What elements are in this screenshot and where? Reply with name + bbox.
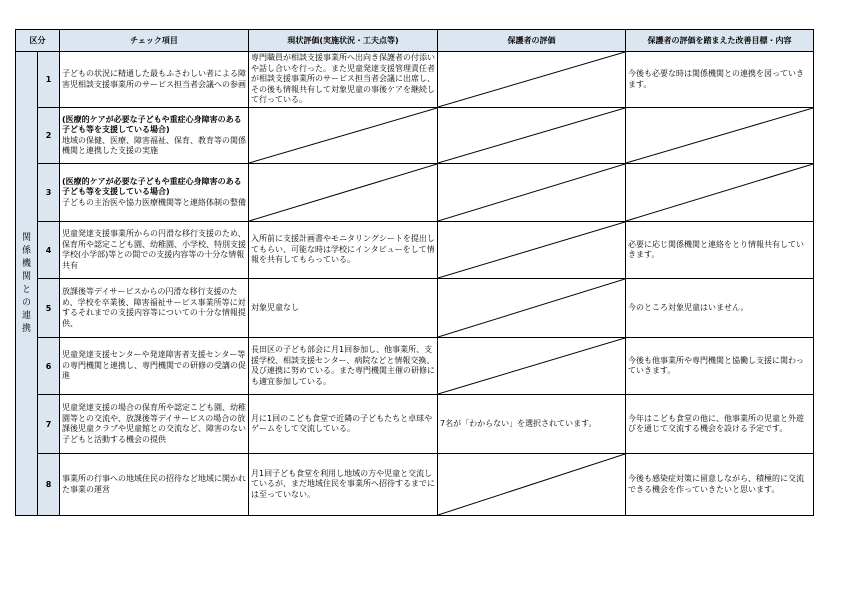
category-cell: [16, 52, 38, 516]
diagonal-slash: [626, 164, 813, 221]
diagonal-slash: [438, 164, 625, 221]
parent-eval-cell-empty: [438, 108, 626, 164]
check-item-condition: (医療的ケアが必要な子どもや重症心身障害のある子ども等を支援している場合): [62, 114, 242, 134]
check-item-cell: 児童発達支援事業所からの円滑な移行支援のため、保育所や認定こども園、幼稚園、小学校、特別支援学校(小学部)等との間での支援内容等の十分な情報共有: [60, 222, 249, 279]
parent-eval-cell-empty: [438, 52, 626, 108]
current-eval-cell: 専門職員が相談支援事業所へ出向き保護者の付添いや話し合いを行った。また児童発達支援管理責任者が相談支援事業所のサービス担当者会議に出席し、その後も情報共有して対象児童の事後ケアを継続して行っている。: [249, 52, 438, 108]
current-eval-cell-empty: [249, 164, 438, 222]
current-eval-cell: 入所前に支援計画書やモニタリングシートを提出してもらい、可能な時は学校にインタビューをして情報を共有してもらっている。: [249, 222, 438, 279]
diagonal-slash: [438, 52, 625, 107]
table-row: [16, 164, 814, 222]
header-category: 区分: [16, 30, 60, 52]
improvement-cell-empty: [626, 108, 814, 164]
row-number: 7: [38, 395, 60, 454]
diagonal-slash: [438, 279, 625, 337]
improvement-cell: 今のところ対象児童はいません。: [626, 279, 814, 338]
improvement-cell: 今後も他事業所や専門機関と協働し支援に関わっていきます。: [626, 338, 814, 395]
table-row: [16, 279, 814, 338]
check-item-text: 地域の保健、医療、障害福祉、保育、教育等の関係機関と連携した支援の実施: [62, 135, 246, 155]
check-item-cell: [60, 164, 249, 222]
current-eval-cell: 長田区の子ども部会に月1回参加し、他事業所、支援学校、相談支援センター、病院などと情報交換、及び連携に努めている。また専門機関主催の研修にも適宜参加している。: [249, 338, 438, 395]
diagonal-slash: [438, 338, 625, 394]
row-number: 2: [38, 108, 60, 164]
table-row: [16, 338, 814, 395]
row-number: 8: [38, 454, 60, 516]
improvement-cell: 今後も感染症対策に留意しながら、積極的に交流できる機会を作っていきたいと思います。: [626, 454, 814, 516]
row-number: 6: [38, 338, 60, 395]
table-row: [16, 52, 814, 108]
category-label: 関係機関との連携: [21, 232, 31, 334]
check-item-cell: [60, 108, 249, 164]
check-item-text: 子どもの主治医や協力医療機関等と連絡体制の整備: [62, 197, 246, 207]
header-row: [16, 30, 814, 52]
evaluation-table: [15, 29, 814, 516]
check-item-cell: 放課後等デイサービスからの円滑な移行支援のため、学校を卒業後、障害福祉サービス事業所等に対するそれまでの支援内容等についての十分な情報提供、: [60, 279, 249, 338]
diagonal-slash: [249, 164, 437, 221]
parent-eval-cell: 7名が「わからない」を選択されています。: [438, 395, 626, 454]
improvement-cell: 必要に応じ関係機関と連絡をとり情報共有していきます。: [626, 222, 814, 279]
current-eval-cell: 月1回子ども食堂を利用し地域の方や児童と交流しているが、まだ地域住民を事業所へ招待するまでには至っていない。: [249, 454, 438, 516]
row-number: 4: [38, 222, 60, 279]
diagonal-slash: [438, 222, 625, 278]
table-row: [16, 108, 814, 164]
check-item-cell: 子どもの状況に精通した最もふさわしい者による障害児相談支援事業所のサービス担当者会議への参画: [60, 52, 249, 108]
row-number: 3: [38, 164, 60, 222]
improvement-cell-empty: [626, 164, 814, 222]
header-check-item: チェック項目: [60, 30, 249, 52]
table-row: [16, 395, 814, 454]
table-row: [16, 454, 814, 516]
check-item-cell: 児童発達支援の場合の保育所や認定こども園、幼稚園等との交流や、放課後等デイサービスの場合の放課後児童クラブや児童館との交流など、障害のない子どもと活動する機会の提供: [60, 395, 249, 454]
header-parent-eval: 保護者の評価: [438, 30, 626, 52]
current-eval-cell-empty: [249, 108, 438, 164]
check-item-cell: 児童発達支援センターや発達障害者支援センター等の専門機関と連携し、専門機関での研修の受講の促進: [60, 338, 249, 395]
diagonal-slash: [438, 108, 625, 163]
diagonal-slash: [438, 454, 625, 515]
diagonal-slash: [249, 108, 437, 163]
parent-eval-cell-empty: [438, 338, 626, 395]
row-number: 1: [38, 52, 60, 108]
check-item-cell: 事業所の行事への地域住民の招待など地域に開かれた事業の運営: [60, 454, 249, 516]
header-current-eval: 現状評価(実施状況・工夫点等): [249, 30, 438, 52]
check-item-condition: (医療的ケアが必要な子どもや重症心身障害のある子ども等を支援している場合): [62, 176, 242, 197]
improvement-cell: 今後も必要な時は関係機関との連携を図っていきます。: [626, 52, 814, 108]
improvement-cell: 今年はこども食堂の他に、他事業所の児童と外遊びを通じて交流する機会を設ける予定です。: [626, 395, 814, 454]
parent-eval-cell-empty: [438, 164, 626, 222]
parent-eval-cell-empty: [438, 222, 626, 279]
row-number: 5: [38, 279, 60, 338]
parent-eval-cell-empty: [438, 279, 626, 338]
parent-eval-cell-empty: [438, 454, 626, 516]
diagonal-slash: [626, 108, 813, 163]
current-eval-cell: 対象児童なし: [249, 279, 438, 338]
table-row: [16, 222, 814, 279]
header-improvement: 保護者の評価を踏まえた改善目標・内容: [626, 30, 814, 52]
current-eval-cell: 月に1回のこども食堂で近隣の子どもたちと卓球やゲームをして交流している。: [249, 395, 438, 454]
